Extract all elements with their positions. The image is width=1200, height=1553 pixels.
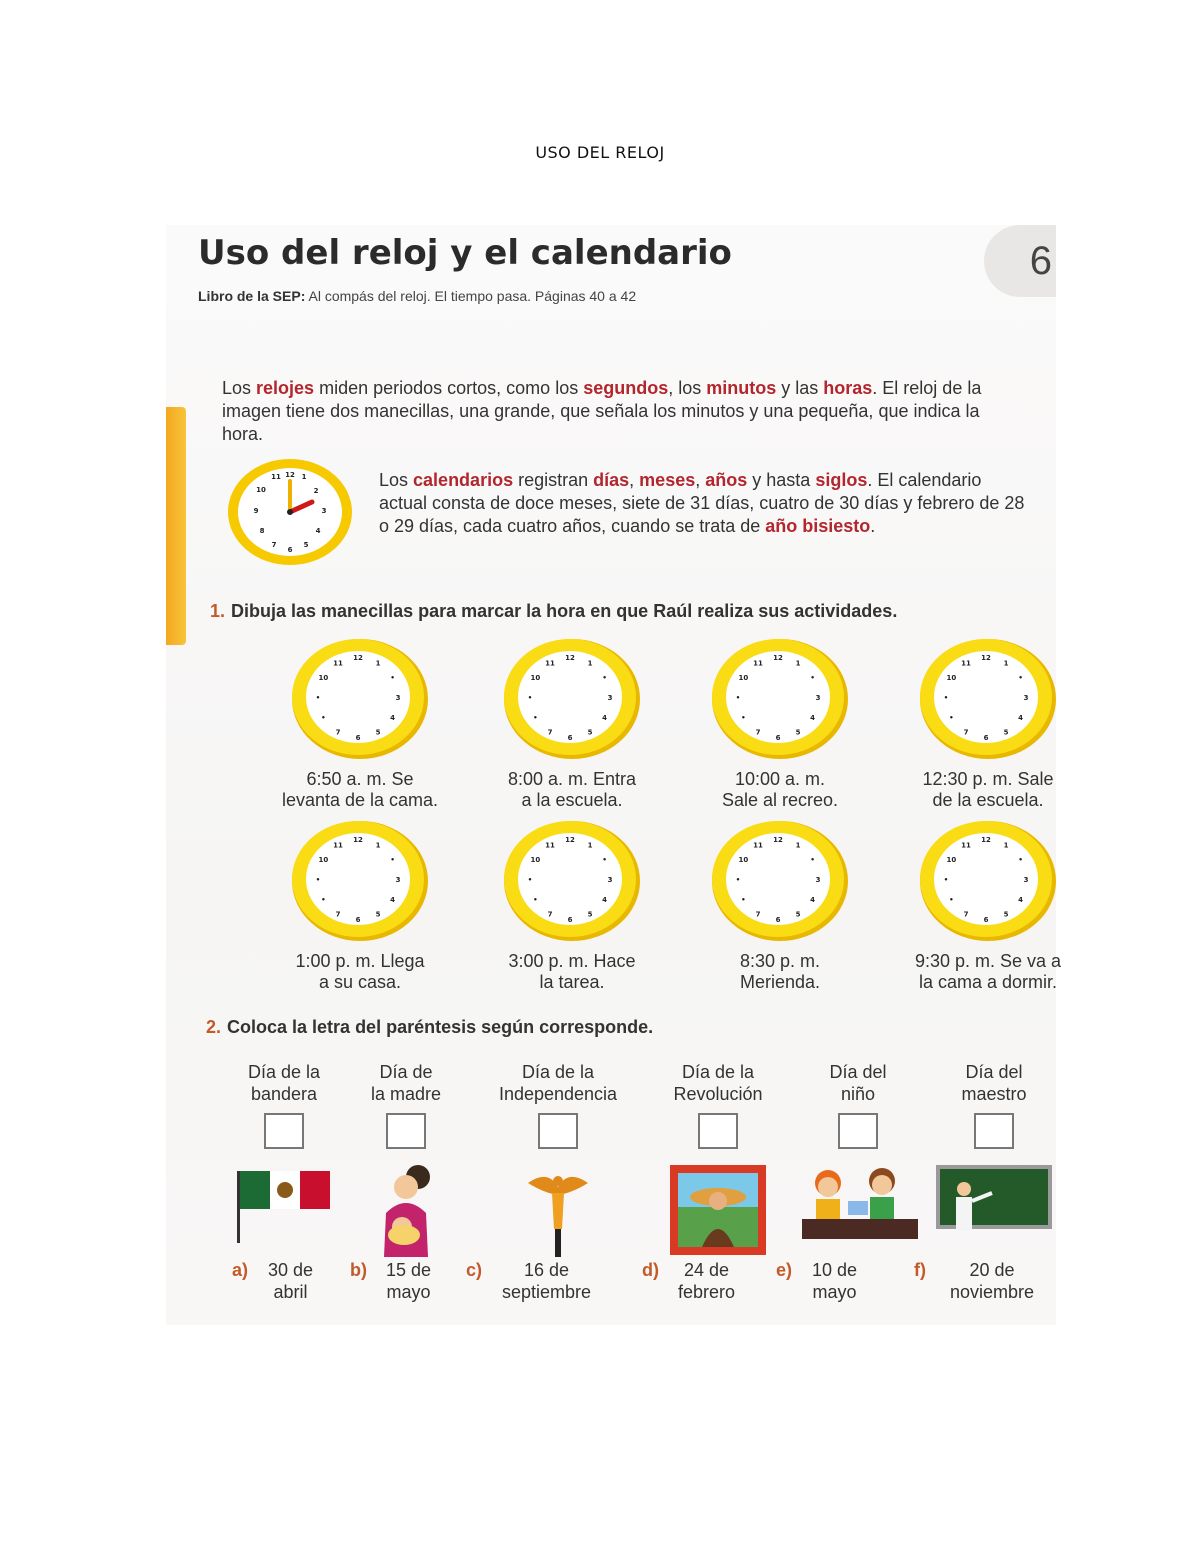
activity-clock[interactable]: [888, 817, 1088, 993]
svg-text:12: 12: [565, 836, 575, 844]
svg-text:12: 12: [981, 654, 991, 662]
svg-text:10: 10: [256, 486, 266, 494]
svg-text:11: 11: [961, 659, 971, 668]
svg-text:11: 11: [753, 659, 763, 668]
svg-text:7: 7: [963, 728, 969, 737]
lesson-number: 6: [984, 225, 1056, 297]
date-option: [466, 1259, 606, 1307]
date-option: [642, 1259, 782, 1307]
svg-text:•: •: [321, 896, 326, 904]
svg-text:•: •: [949, 714, 954, 722]
date-option: [776, 1259, 916, 1307]
holiday-item: [914, 1061, 1074, 1248]
svg-text:3: 3: [607, 694, 613, 702]
svg-text:10: 10: [738, 674, 749, 682]
svg-text:•: •: [527, 694, 533, 702]
date-option: [914, 1259, 1054, 1307]
svg-text:4: 4: [1018, 896, 1024, 904]
svg-text:6: 6: [287, 546, 293, 554]
svg-text:2: 2: [313, 487, 319, 495]
svg-text:7: 7: [335, 910, 341, 919]
option-date: 16 de septiembre: [502, 1260, 592, 1302]
svg-text:4: 4: [390, 714, 396, 722]
svg-text:3: 3: [321, 507, 327, 515]
clock-caption: 12:30 p. m. Sale de la escuela.: [922, 769, 1054, 810]
activity-clock[interactable]: [472, 635, 672, 811]
svg-text:1: 1: [795, 841, 801, 850]
svg-text:7: 7: [547, 910, 553, 919]
svg-text:3: 3: [395, 876, 401, 884]
svg-text:1: 1: [301, 473, 307, 481]
svg-text:12: 12: [353, 654, 363, 662]
svg-text:3: 3: [1023, 694, 1029, 702]
mother-with-baby-icon: [326, 1163, 486, 1262]
svg-text:6: 6: [567, 734, 573, 742]
svg-text:4: 4: [810, 896, 816, 904]
calendar-paragraph: Los calendarios registran días, meses, años y hasta siglos. El calendario actual consta de doce meses, siete de 31 días, cuatro de 30 días y febrero de 28 o 29 días, cada cuatro años, cuando se trata de año bisiesto.: [379, 470, 1025, 536]
svg-text:5: 5: [587, 910, 593, 919]
blank-clock-icon[interactable]: [260, 817, 460, 941]
holiday-label: Día del maestro: [961, 1062, 1027, 1104]
activity-clock[interactable]: [680, 817, 880, 993]
svg-text:10: 10: [318, 674, 329, 682]
svg-text:11: 11: [333, 841, 343, 850]
svg-text:1: 1: [795, 659, 801, 668]
lesson-subtitle: [198, 288, 636, 304]
option-letter: f): [914, 1260, 926, 1280]
svg-text:4: 4: [315, 527, 321, 535]
clock-caption: 9:30 p. m. Se va a la cama a dormir.: [914, 951, 1062, 992]
svg-text:1: 1: [375, 841, 381, 850]
blank-clock-icon[interactable]: [680, 635, 880, 759]
holiday-label: Día de la bandera: [247, 1062, 321, 1104]
holiday-label: Día de la Revolución: [673, 1062, 763, 1104]
svg-text:•: •: [390, 674, 395, 682]
answer-box[interactable]: [698, 1113, 738, 1149]
svg-text:•: •: [735, 694, 741, 702]
activity-clock[interactable]: [472, 817, 672, 993]
clock-caption: 8:30 p. m. Merienda.: [739, 951, 821, 992]
svg-text:6: 6: [355, 734, 361, 742]
svg-text:5: 5: [1003, 910, 1009, 919]
svg-text:7: 7: [335, 728, 341, 737]
answer-box[interactable]: [838, 1113, 878, 1149]
clock-caption: 3:00 p. m. Hace la tarea.: [508, 951, 636, 992]
svg-text:•: •: [315, 694, 321, 702]
svg-text:5: 5: [795, 910, 801, 919]
exercise-1-instruction: 1. Dibuja las manecillas para marcar la hora en que Raúl realiza sus actividades.: [210, 601, 898, 621]
holiday-label: Día del niño: [829, 1062, 887, 1104]
answer-box[interactable]: [386, 1113, 426, 1149]
option-letter: d): [642, 1260, 659, 1280]
worksheet-page: [166, 225, 1062, 1325]
blank-clock-icon[interactable]: [260, 635, 460, 759]
svg-text:4: 4: [602, 714, 608, 722]
svg-text:1: 1: [587, 841, 593, 850]
activity-clock[interactable]: [260, 817, 460, 993]
svg-text:•: •: [741, 714, 746, 722]
svg-text:7: 7: [963, 910, 969, 919]
svg-text:12: 12: [773, 654, 783, 662]
svg-text:9: 9: [253, 507, 259, 515]
answer-box[interactable]: [974, 1113, 1014, 1149]
svg-text:12: 12: [353, 836, 363, 844]
svg-text:•: •: [602, 674, 607, 682]
svg-text:10: 10: [946, 856, 957, 864]
svg-text:•: •: [943, 876, 949, 884]
example-clock-icon: [226, 457, 354, 572]
svg-text:5: 5: [587, 728, 593, 737]
revolution-portrait-icon: [638, 1163, 798, 1262]
clock-caption: 10:00 a. m. Sale al recreo.: [721, 769, 839, 810]
subtitle-text: Al compás del reloj. El tiempo pasa. Páginas 40 a 42: [305, 288, 637, 304]
teacher-chalkboard-icon: [914, 1163, 1074, 1248]
answer-box[interactable]: [264, 1113, 304, 1149]
svg-text:1: 1: [1003, 659, 1009, 668]
svg-text:10: 10: [738, 856, 749, 864]
blank-clock-icon[interactable]: [888, 635, 1088, 759]
document-header: USO DEL RELOJ: [535, 143, 665, 162]
lesson-title: Uso del reloj y el calendario: [198, 233, 732, 273]
svg-text:8: 8: [259, 527, 265, 535]
option-date: 30 de abril: [268, 1260, 314, 1302]
svg-text:•: •: [949, 896, 954, 904]
svg-text:11: 11: [333, 659, 343, 668]
svg-text:1: 1: [1003, 841, 1009, 850]
blank-clock-icon[interactable]: [680, 817, 880, 941]
svg-text:•: •: [533, 714, 538, 722]
svg-text:10: 10: [318, 856, 329, 864]
svg-text:•: •: [735, 876, 741, 884]
svg-text:•: •: [602, 856, 607, 864]
svg-text:12: 12: [565, 654, 575, 662]
option-letter: b): [350, 1260, 367, 1280]
svg-text:6: 6: [983, 734, 989, 742]
svg-text:1: 1: [587, 659, 593, 668]
svg-text:5: 5: [375, 728, 381, 737]
exercise-2-instruction: 2. Coloca la letra del paréntesis según corresponde.: [206, 1017, 654, 1037]
svg-text:4: 4: [602, 896, 608, 904]
subtitle-label: Libro de la SEP:: [198, 288, 306, 304]
svg-text:3: 3: [815, 876, 821, 884]
clock-caption: 8:00 a. m. Entra a la escuela.: [507, 769, 637, 810]
svg-text:6: 6: [567, 916, 573, 924]
answer-box[interactable]: [538, 1113, 578, 1149]
svg-text:11: 11: [271, 473, 281, 481]
side-decoration: [166, 407, 186, 645]
svg-text:10: 10: [530, 674, 541, 682]
option-date: 10 de mayo: [812, 1260, 858, 1302]
svg-text:•: •: [810, 856, 815, 864]
svg-text:4: 4: [1018, 714, 1024, 722]
option-letter: c): [466, 1260, 483, 1280]
svg-text:11: 11: [545, 841, 555, 850]
blank-clock-icon[interactable]: [472, 635, 672, 759]
holiday-label: Día de la madre: [370, 1062, 442, 1104]
svg-text:10: 10: [946, 674, 957, 682]
svg-text:•: •: [943, 694, 949, 702]
svg-text:12: 12: [285, 471, 295, 479]
svg-text:12: 12: [981, 836, 991, 844]
svg-text:4: 4: [390, 896, 396, 904]
holiday-item: [478, 1061, 638, 1262]
option-date: 24 de febrero: [678, 1260, 736, 1302]
clock-caption: 1:00 p. m. Llega a su casa.: [295, 951, 425, 992]
svg-text:6: 6: [775, 916, 781, 924]
svg-text:5: 5: [795, 728, 801, 737]
svg-text:•: •: [390, 856, 395, 864]
holiday-item: [326, 1061, 486, 1262]
svg-text:•: •: [527, 876, 533, 884]
svg-text:3: 3: [815, 694, 821, 702]
svg-text:•: •: [315, 876, 321, 884]
svg-text:11: 11: [545, 659, 555, 668]
svg-text:7: 7: [271, 541, 277, 549]
svg-text:3: 3: [1023, 876, 1029, 884]
svg-text:6: 6: [355, 916, 361, 924]
svg-text:12: 12: [773, 836, 783, 844]
svg-text:5: 5: [303, 541, 309, 549]
angel-of-independence-icon: [478, 1163, 638, 1262]
activity-clock[interactable]: [680, 635, 880, 811]
holiday-item: [638, 1061, 798, 1262]
svg-text:•: •: [810, 674, 815, 682]
clock-caption: 6:50 a. m. Se levanta de la cama.: [281, 769, 439, 810]
svg-text:6: 6: [983, 916, 989, 924]
svg-text:10: 10: [530, 856, 541, 864]
svg-text:5: 5: [375, 910, 381, 919]
svg-text:11: 11: [753, 841, 763, 850]
blank-clock-icon[interactable]: [472, 817, 672, 941]
option-date: 20 de noviembre: [950, 1260, 1035, 1302]
svg-text:•: •: [1018, 674, 1023, 682]
svg-text:1: 1: [375, 659, 381, 668]
svg-text:7: 7: [755, 910, 761, 919]
option-letter: a): [232, 1260, 249, 1280]
svg-text:7: 7: [755, 728, 761, 737]
svg-text:•: •: [321, 714, 326, 722]
svg-text:•: •: [741, 896, 746, 904]
svg-text:11: 11: [961, 841, 971, 850]
svg-text:7: 7: [547, 728, 553, 737]
holiday-label: Día de la Independencia: [498, 1062, 618, 1104]
activity-clock[interactable]: [888, 635, 1088, 811]
svg-text:6: 6: [775, 734, 781, 742]
svg-text:3: 3: [395, 694, 401, 702]
blank-clock-icon[interactable]: [888, 817, 1088, 941]
svg-text:5: 5: [1003, 728, 1009, 737]
svg-text:•: •: [533, 896, 538, 904]
svg-text:4: 4: [810, 714, 816, 722]
option-date: 15 de mayo: [386, 1260, 432, 1302]
option-letter: e): [776, 1260, 793, 1280]
activity-clock[interactable]: [260, 635, 460, 811]
svg-text:3: 3: [607, 876, 613, 884]
intro-paragraph: Los relojes miden periodos cortos, como los segundos, los minutos y las horas. El reloj de la imagen tiene dos manecillas, una grande, que señala los minutos y una pequeña, que indica la hora.: [222, 378, 982, 444]
svg-text:•: •: [1018, 856, 1023, 864]
